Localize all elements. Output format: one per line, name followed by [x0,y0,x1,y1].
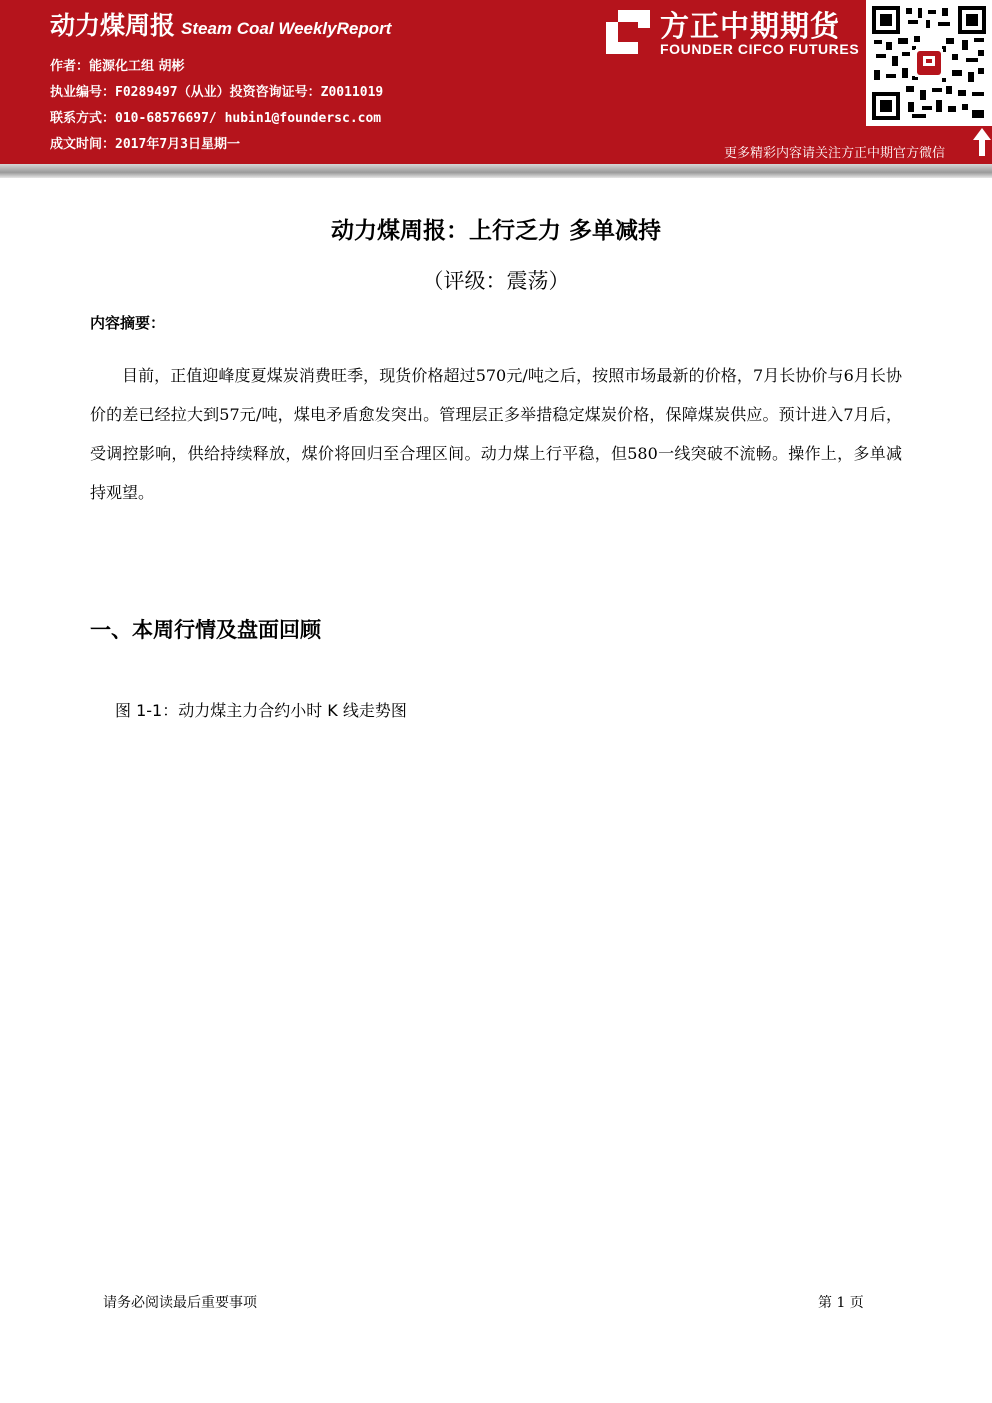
abstract-paragraph: 目前，正值迎峰度夏煤炭消费旺季，现货价格超过570元/吨之后，按照市场最新的价格，7月长协价与6月长协价的差已经拉大到57元/吨，煤电矛盾愈发突出。管理层正多举措稳定煤炭价格，保障煤炭供应。预计进入7月后，受调控影响，供给持续释放，煤价将回归至合理区间。动力煤上行平稳，但580一线突破不流畅。操作上，多单减持观望。 [90,366,902,502]
page-number: 第 1 页 [818,1295,864,1311]
date-label: 成文时间： [50,137,116,152]
logo-mark-icon [604,8,652,56]
header-banner [0,0,992,164]
footer-notice: 请务必阅读最后重要事项 [103,1295,257,1311]
wechat-qr-code [866,0,992,126]
license-label: 执业编号： [50,85,116,100]
author-line [50,55,185,74]
brand-name-en: FOUNDER CIFCO FUTURES [660,41,860,57]
report-title-en: Steam Coal WeeklyReport [181,19,392,38]
header-divider-stripe [0,164,992,178]
qr-code-icon [872,6,986,120]
report-title [50,6,391,42]
author-label: 作者： [50,59,90,74]
figure-caption: 图 1-1：动力煤主力合约小时 K 线走势图 [115,701,407,720]
contact-line [50,107,381,126]
contact-label: 联系方式： [50,111,116,126]
author-value: 能源化工组 胡彬 [89,59,185,74]
up-arrow-icon [973,128,991,156]
date-value: 2017年7月3日星期一 [115,137,240,152]
abstract-label: 内容摘要： [90,314,166,332]
company-logo [602,6,860,62]
section-heading: 一、本周行情及盘面回顾 [90,618,321,642]
date-line [50,133,240,152]
brand-name-cn: 方正中期期货 [660,9,841,43]
report-title-cn: 动力煤周报 [50,11,176,40]
license-value: F0289497（从业）投资咨询证号：Z0011019 [115,85,384,100]
document-title: 动力煤周报：上行乏力 多单减持 [330,218,661,244]
license-line [50,81,383,100]
rating-label: （评级：震荡） [422,269,570,293]
follow-wechat-text: 更多精彩内容请关注方正中期官方微信 [724,146,946,161]
contact-value: 010-68576697/ hubin1@foundersc.com [115,111,382,126]
